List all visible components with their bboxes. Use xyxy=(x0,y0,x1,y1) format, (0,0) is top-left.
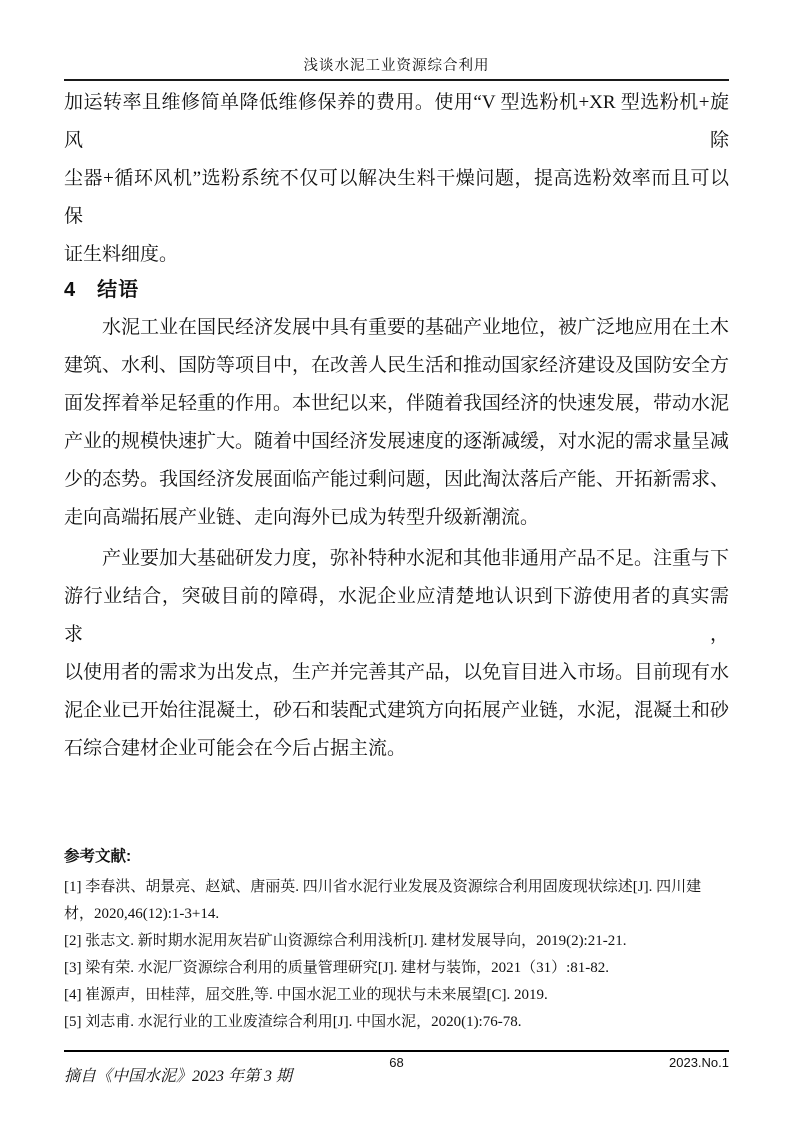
reference-item: [5] 刘志甫. 水泥行业的工业废渣综合利用[J]. 中国水泥，2020(1):76-78. xyxy=(64,1014,522,1030)
text-line: 游行业结合，突破目前的障碍，水泥企业应清楚地认识到下游使用者的真实需求， xyxy=(64,586,729,645)
text-line: 走向高端拓展产业链、走向海外已成为转型升级新潮流。 xyxy=(64,507,540,528)
body-paragraph-continuation xyxy=(64,84,729,274)
footer-row xyxy=(64,1052,729,1075)
reference-item: [2] 张志文. 新时期水泥用灰岩矿山资源综合利用浅析[J]. 建材发展导向，2019(2):21-21. xyxy=(64,933,627,949)
issue-number: 2023.No.1 xyxy=(669,1055,729,1070)
text-line: 产业要加大基础研发力度，弥补特种水泥和其他非通用产品不足。注重与下 xyxy=(102,548,730,569)
header-rule xyxy=(64,79,729,81)
section-heading-conclusion: 4 结语 xyxy=(64,279,140,301)
text-line: 泥企业已开始往混凝土，砂石和装配式建筑方向拓展产业链，水泥，混凝土和砂 xyxy=(64,700,730,721)
text-line: 建筑、水利、国防等项目中，在改善人民生活和推动国家经济建设及国防安全方 xyxy=(64,355,730,376)
text-line: 面发挥着举足轻重的作用。本世纪以来，伴随着我国经济的快速发展，带动水泥 xyxy=(64,393,730,414)
reference-item: [4] 崔源声，田桂萍，屈交胜,等. 中国水泥工业的现状与未来展望[C]. 2019. xyxy=(64,987,548,1003)
references-heading: 参考文献: xyxy=(64,848,132,865)
text-line: 水泥工业在国民经济发展中具有重要的基础产业地位，被广泛地应用在土木 xyxy=(102,317,730,338)
references-list xyxy=(64,874,729,1036)
conclusion-paragraph-2 xyxy=(64,540,729,768)
conclusion-paragraph-1 xyxy=(64,309,729,537)
text-line: 石综合建材企业可能会在今后占据主流。 xyxy=(64,738,407,759)
text-line: 尘器+循环风机”选粉系统不仅可以解决生料干燥问题，提高选粉效率而且可以保 xyxy=(64,168,729,227)
text-line: 以使用者的需求为出发点，生产并完善其产品，以免盲目进入市场。目前现有水 xyxy=(64,662,730,683)
text-line: 少的态势。我国经济发展面临产能过剩问题，因此淘汰落后产能、开拓新需求、 xyxy=(64,469,730,490)
text-line: 证生料细度。 xyxy=(64,244,179,265)
running-header-title: 浅谈水泥工业资源综合利用 xyxy=(303,58,490,74)
page-footer xyxy=(64,1050,729,1075)
source-note: 摘自《中国水泥》2023 年第 3 期 xyxy=(64,1068,293,1085)
reference-item: [3] 梁有荣. 水泥厂资源综合利用的质量管理研究[J]. 建材与装饰，2021（31）:81-82. xyxy=(64,960,609,976)
page-number: 68 xyxy=(389,1055,404,1070)
text-line: 加运转率且维修简单降低维修保养的费用。使用“V 型选粉机+XR 型选粉机+旋风除 xyxy=(64,92,729,151)
reference-item: [1] 李春洪、胡景亮、赵斌、唐丽英. 四川省水泥行业发展及资源综合利用固废现状综述[J]. 四川建材，2020,46(12):1-3+14. xyxy=(64,879,702,922)
text-line: 产业的规模快速扩大。随着中国经济发展速度的逐渐减缓，对水泥的需求量呈减 xyxy=(64,431,730,452)
